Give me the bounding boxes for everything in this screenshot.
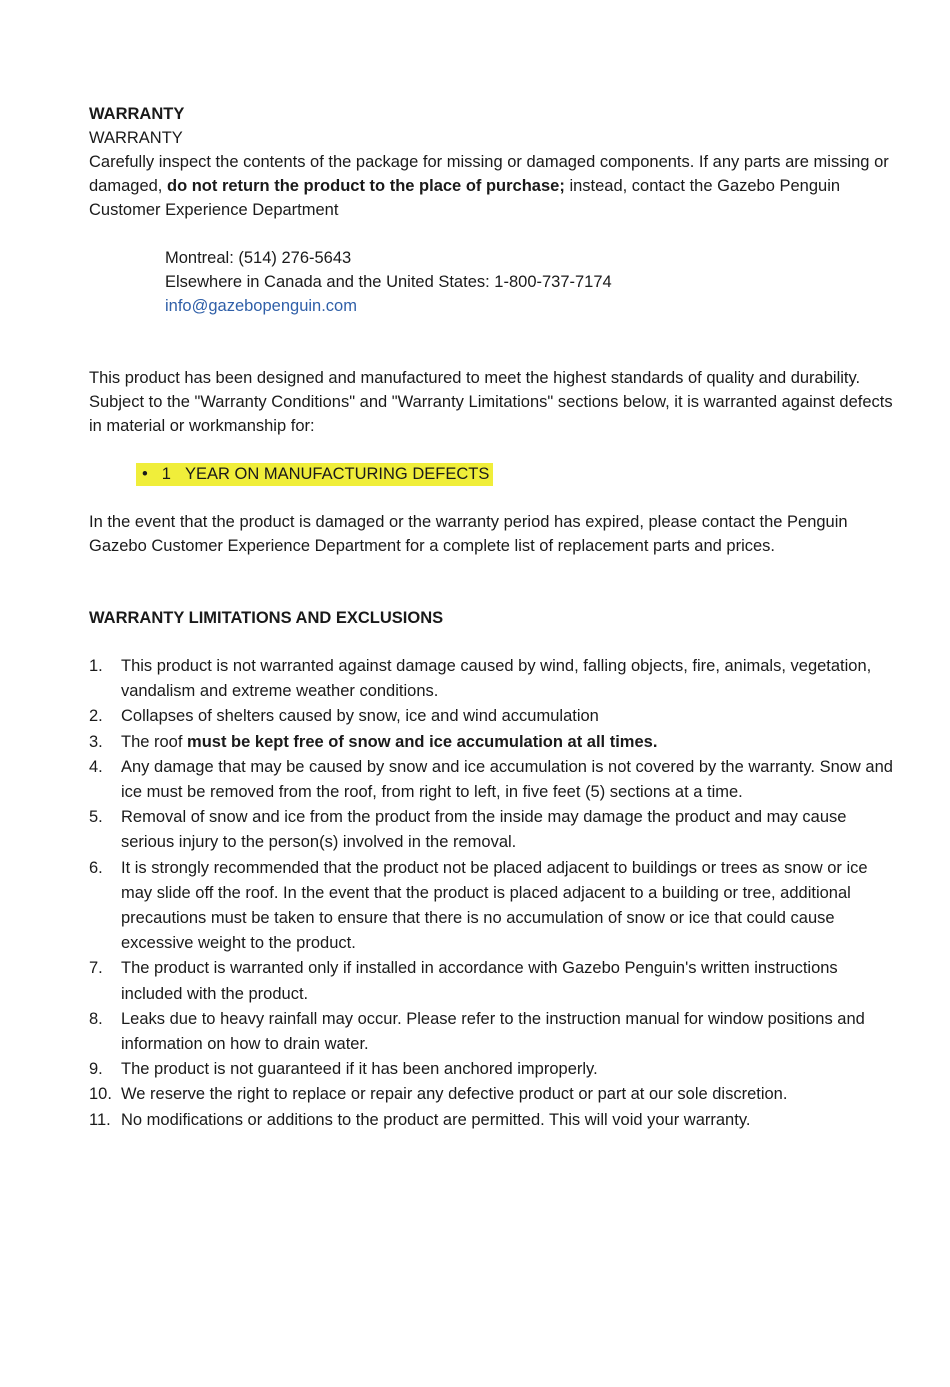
list-item (89, 1057, 899, 1082)
limitations-heading: WARRANTY LIMITATIONS AND EXCLUSIONS (89, 609, 444, 627)
list-item (89, 1007, 899, 1057)
warranty-document (89, 102, 899, 1133)
list-item-text: This product is not warranted against damage caused by wind, falling objects, fire, animals, vegetation, vandalism and extreme weather conditions. (121, 657, 872, 701)
list-item-text: The product is warranted only if installed in accordance with Gazebo Penguin's written instructions included with the product. (121, 959, 838, 1003)
list-item-number: 1. (89, 657, 103, 675)
list-item (89, 1082, 899, 1107)
list-item-number: 11. (89, 1110, 111, 1129)
list-item-number: 3. (89, 732, 103, 751)
event-paragraph: In the event that the product is damaged or the warranty period has expired, please contact the Penguin Gazebo Customer Experience Department for a complete list of replacement parts and prices. (89, 513, 848, 555)
list-item-text: The roof (121, 732, 183, 751)
list-item (89, 755, 899, 805)
document-subtitle: WARRANTY (89, 129, 183, 147)
list-item-number: 10. (89, 1085, 112, 1104)
list-item-text: No modifications or additions to the product are permitted. This will void your warranty. (121, 1110, 751, 1129)
intro-text-end: instead, contact the Gazebo Penguin Customer Experience Department (89, 177, 841, 219)
quality-paragraph: This product has been designed and manufactured to meet the highest standards of quality and durability. Subject to the "Warranty Conditions" and "Warranty Limitations" sections below, it is warranted against defects in material or workmanship for: (89, 369, 893, 435)
list-item-number: 4. (89, 757, 103, 776)
warranty-period-text: YEAR ON MANUFACTURING DEFECTS (184, 465, 490, 483)
list-item-text: It is strongly recommended that the product not be placed adjacent to buildings or trees as snow or ice may slide off the roof. In the event that the product is placed adjacent to a building or tree, additional precautions must be taken to ensure that there is no accumulation of snow or ice that could cause excessive weight to the product. (121, 858, 868, 953)
intro-text-start: Carefully inspect the contents of the package for missing or damaged components. If any parts are missing or damaged, (89, 153, 889, 195)
list-item-number: 8. (89, 1009, 103, 1028)
list-item (89, 730, 899, 755)
list-item-number: 9. (89, 1060, 103, 1079)
list-item (89, 704, 899, 729)
list-item-text: We reserve the right to replace or repair any defective product or part at our sole discretion. (121, 1085, 788, 1104)
contact-montreal: Montreal: (514) 276-5643 (165, 249, 352, 267)
list-item-text: Leaks due to heavy rainfall may occur. Please refer to the instruction manual for window positions and information on how to drain water. (121, 1009, 865, 1054)
list-item-number: 2. (89, 707, 103, 726)
bullet-icon: • (142, 465, 148, 483)
contact-elsewhere: Elsewhere in Canada and the United States: 1-800-737-7174 (165, 273, 612, 291)
list-item-text: Removal of snow and ice from the product from the inside may damage the product and may cause serious injury to the person(s) involved in the removal. (121, 808, 847, 852)
list-item-text: Collapses of shelters caused by snow, ice and wind accumulation (121, 707, 599, 726)
warranty-period-number: 1 (161, 465, 171, 483)
list-item-number: 5. (89, 808, 103, 827)
intro-paragraph (89, 150, 899, 222)
list-item (89, 956, 899, 1006)
intro-bold-warning: do not return the product to the place of purchase; (166, 177, 565, 195)
warranty-period-highlight (136, 463, 493, 486)
list-item (89, 1108, 899, 1133)
contact-block (165, 246, 899, 318)
list-item-text: The product is not guaranteed if it has been anchored improperly. (121, 1060, 598, 1079)
list-item (89, 805, 899, 855)
list-item-text: Any damage that may be caused by snow and ice accumulation is not covered by the warranty. Snow and ice must be removed from the roof, from right to left, in five feet (5) sections at a time. (121, 757, 893, 802)
contact-email-link[interactable]: info@gazebopenguin.com (165, 297, 357, 315)
list-item-number: 7. (89, 959, 103, 978)
list-item-bold-text: must be kept free of snow and ice accumulation at all times. (187, 732, 658, 751)
list-item (89, 654, 899, 704)
list-item (89, 856, 899, 957)
document-title: WARRANTY (89, 105, 185, 123)
limitations-list (89, 654, 899, 1133)
warranty-period-row (136, 462, 899, 486)
list-item-number: 6. (89, 858, 103, 877)
